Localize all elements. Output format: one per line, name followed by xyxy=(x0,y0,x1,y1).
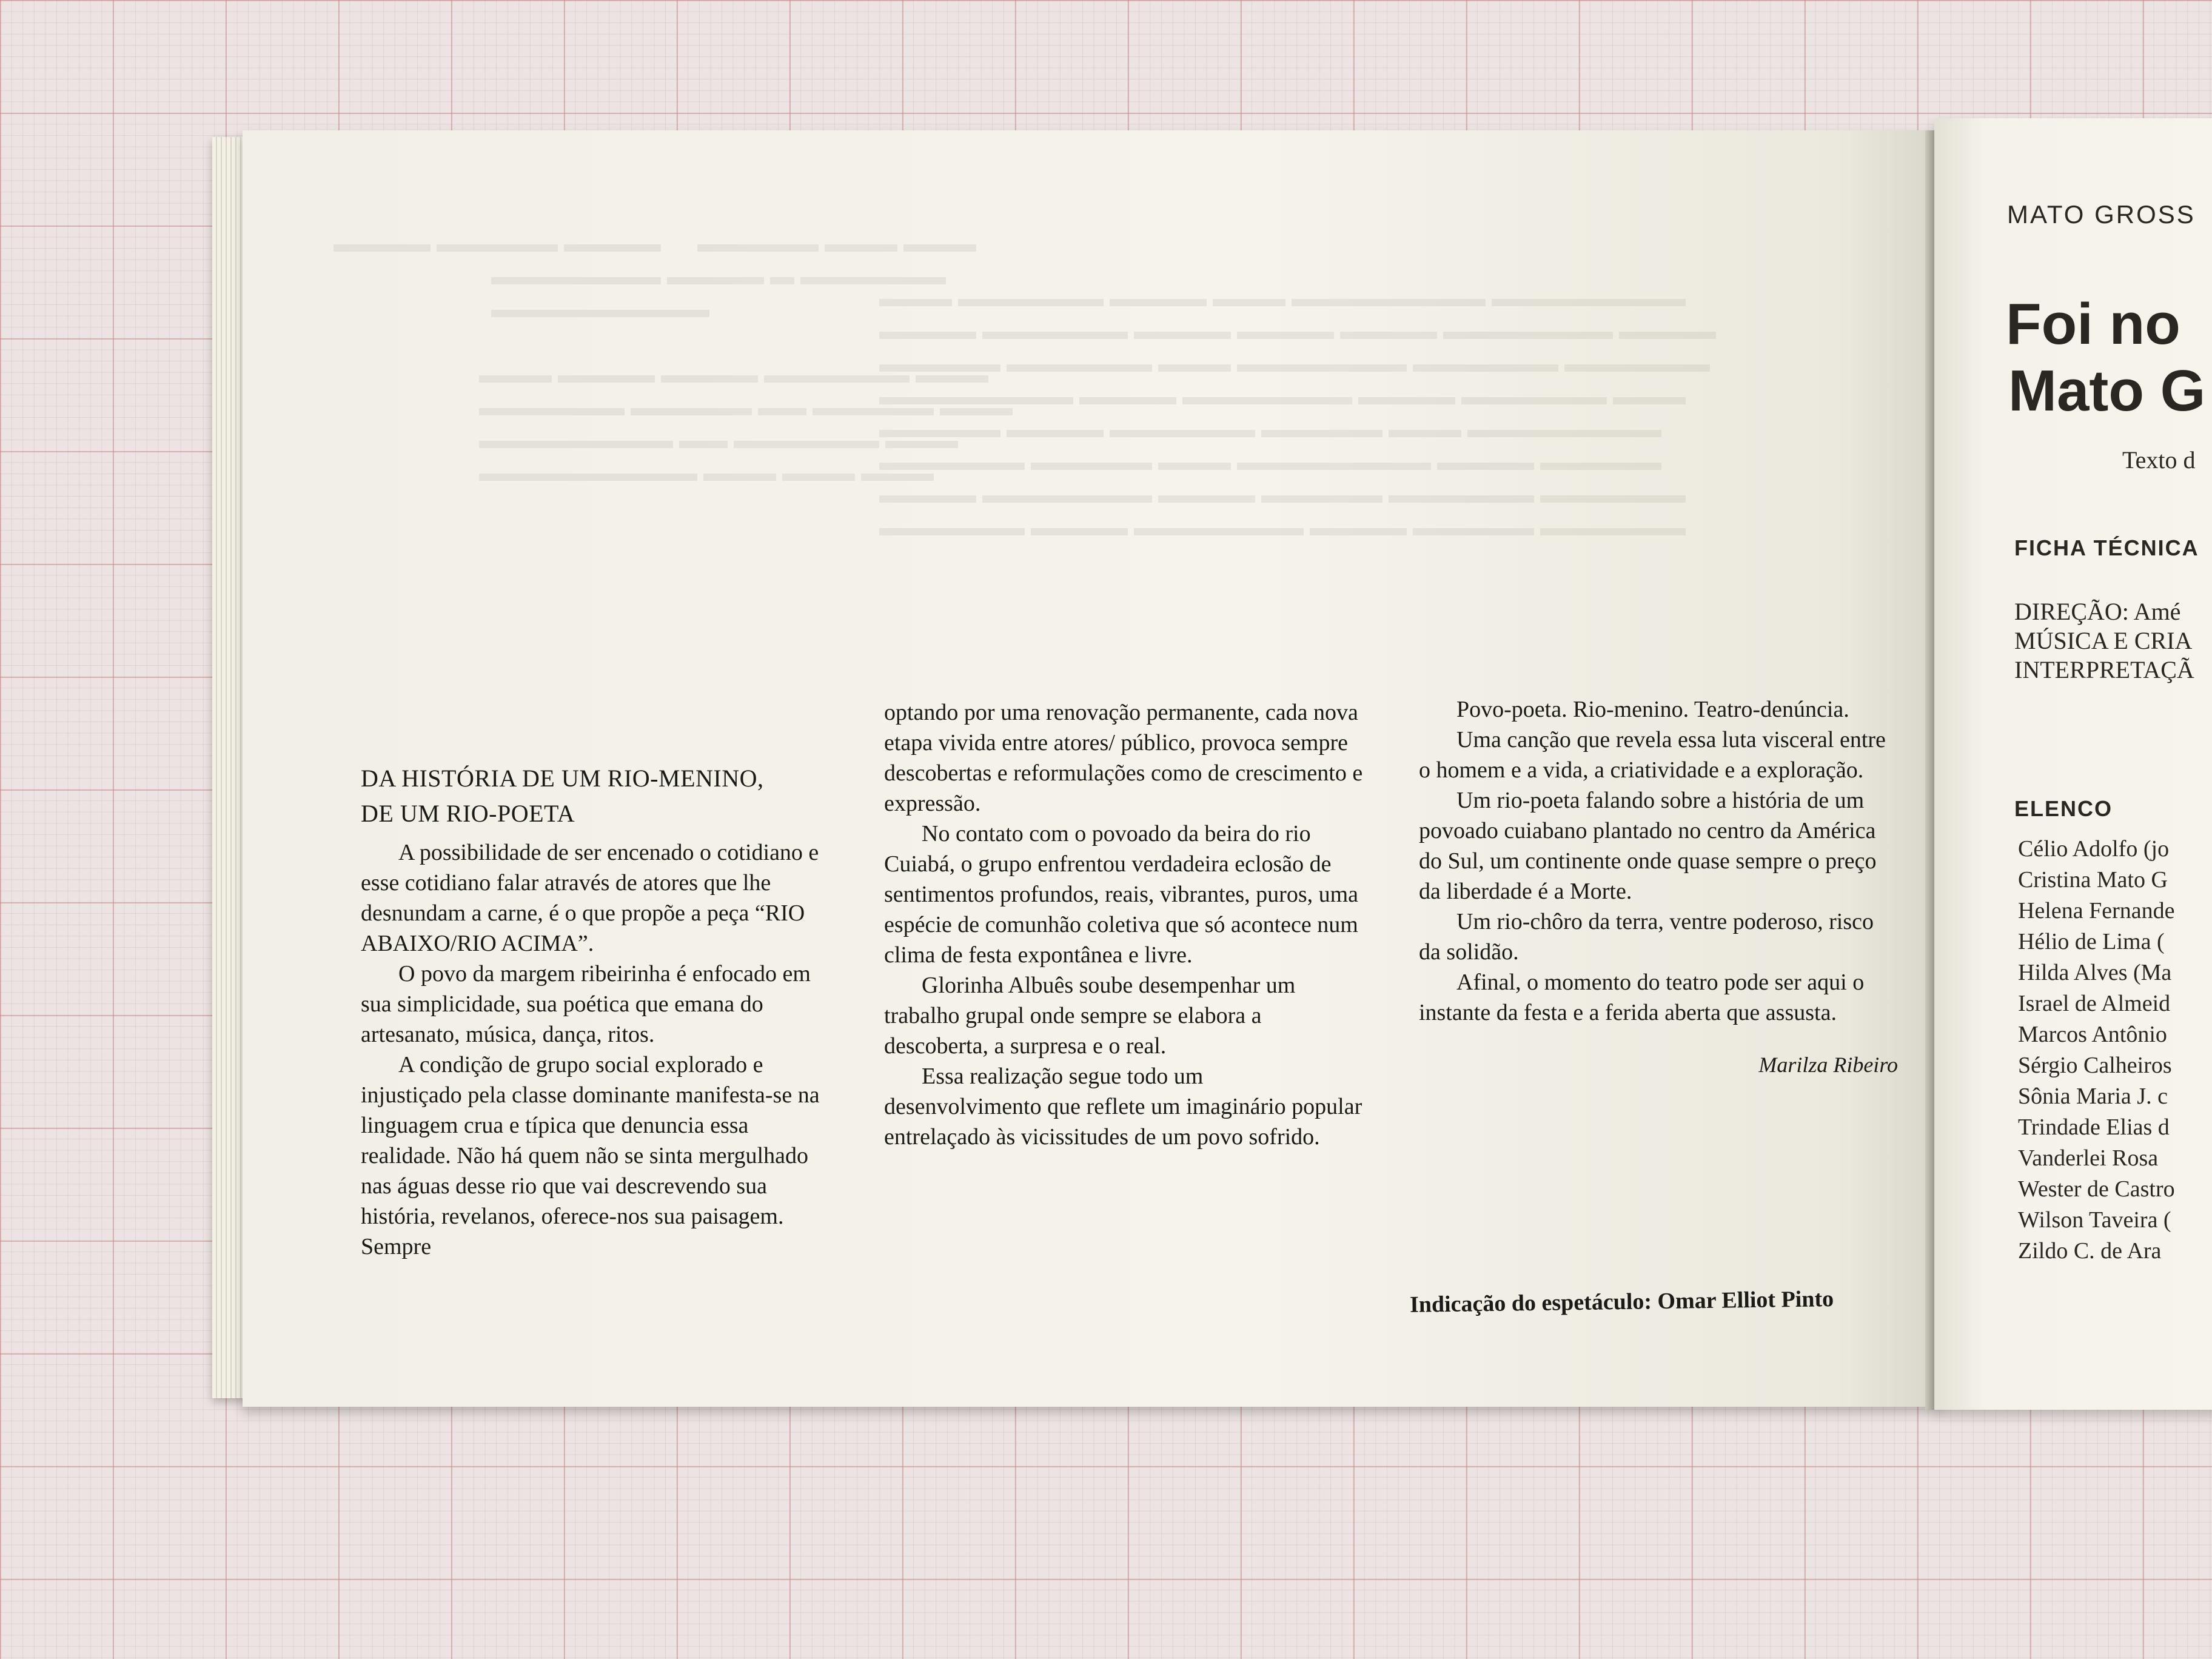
cast-member: Sérgio Calheiros xyxy=(2018,1053,2172,1078)
elenco-heading: ELENCO xyxy=(2014,796,2113,821)
cast-member: Célio Adolfo (jo xyxy=(2018,836,2170,862)
ficha-line: INTERPRETAÇÃ xyxy=(2014,656,2194,683)
ficha-line: MÚSICA E CRIA xyxy=(2014,627,2193,654)
article-heading xyxy=(361,761,840,831)
column-2 xyxy=(884,697,1363,1152)
cast-member: Wilson Taveira ( xyxy=(2018,1207,2171,1233)
cast-member: Vanderlei Rosa xyxy=(2018,1145,2159,1171)
show-credit: Indicação do espetáculo: Omar Elliot Pinto xyxy=(1409,1286,1834,1318)
page-header: MATO GROSS xyxy=(2007,200,2196,229)
cast-member: Hélio de Lima ( xyxy=(2018,929,2165,954)
left-page xyxy=(243,130,1940,1407)
heading-line-2: DE UM RIO-POETA xyxy=(361,800,575,827)
cast-member: Israel de Almeid xyxy=(2018,991,2171,1016)
ficha-line: DIREÇÃO: Amé xyxy=(2014,598,2181,625)
cast-member: Sônia Maria J. c xyxy=(2018,1084,2168,1109)
show-through-text: ▬▬▬▬ ▬▬▬▬▬ ▬▬▬▬ ▬▬▬▬▬ ▬▬▬ ▬▬▬ ▬▬▬▬▬▬▬ ▬▬▬▬ ▬ ▬▬▬▬▬▬ ▬▬▬▬▬▬▬▬▬ ▬▬▬ ▬▬▬▬ ▬▬▬▬ ▬▬▬▬▬▬ ▬▬▬ ▬▬▬▬▬▬ ▬▬▬▬▬ ▬▬ ▬▬▬▬▬ ▬▬▬ ▬▬▬▬▬▬▬▬ ▬▬ ▬▬▬▬▬▬ ▬▬▬ ▬▬▬▬▬▬▬▬▬ ▬▬▬ ▬▬▬ ▬▬▬ xyxy=(333,230,1013,486)
title-line-1: Foi no xyxy=(2006,292,2180,357)
cast-member: Wester de Castro xyxy=(2018,1176,2175,1202)
paragraph: Glorinha Albuês soube desempenhar um trabalho grupal onde sempre se elabora a descoberta, a surpresa e o real. xyxy=(884,973,1296,1059)
paragraph: Uma canção que revela essa luta visceral entre o homem e a vida, a criatividade e a exploração. xyxy=(1419,727,1886,783)
author-signature: Marilza Ribeiro xyxy=(1758,1053,1898,1077)
paragraph: A possibilidade de ser encenado o cotidiano e esse cotidiano falar através de atores que lhe desnundam a carne, é o que propõe a peça “RIO ABAIXO/RIO ACIMA”. xyxy=(361,840,819,956)
cast-member: Trindade Elias d xyxy=(2018,1114,2170,1140)
cast-member: Helena Fernande xyxy=(2018,898,2175,923)
show-through-text-2: ▬▬▬ ▬▬▬▬▬▬ ▬▬▬▬ ▬▬▬ ▬▬▬▬▬▬▬▬ ▬▬▬▬▬▬▬▬ ▬▬▬▬ ▬▬▬▬▬▬ ▬▬▬▬ ▬▬▬▬ ▬▬▬▬ ▬▬▬▬▬▬▬ ▬▬▬▬ ▬▬▬▬▬ ▬▬▬▬▬▬ ▬▬▬ ▬▬▬▬▬▬▬ ▬▬▬▬▬▬ ▬▬▬▬▬▬ ▬▬▬▬▬▬▬▬ ▬▬▬▬ ▬▬▬▬▬▬▬ ▬▬▬▬ ▬▬▬▬▬▬ ▬▬▬ ▬▬▬▬▬ ▬▬▬▬ ▬▬▬▬▬▬ ▬▬▬▬▬ ▬▬▬ ▬▬▬▬▬▬▬▬ ▬▬▬▬▬▬ ▬▬▬▬▬ ▬▬▬ ▬▬▬▬▬▬▬▬ ▬▬▬▬ ▬▬▬▬▬ ▬▬▬▬ ▬▬▬▬▬▬▬ ▬▬▬▬ ▬▬▬▬▬ ▬▬▬▬▬▬ ▬▬▬▬▬▬ ▬▬▬▬▬▬ ▬▬▬▬ ▬▬▬▬▬▬▬ ▬▬▬▬ ▬▬▬▬▬ ▬▬▬▬▬▬ xyxy=(879,284,1716,541)
cast-member: Marcos Antônio xyxy=(2018,1022,2167,1047)
subtitle: Texto d xyxy=(2122,446,2196,474)
paragraph: A condição de grupo social explorado e injustiçado pela classe dominante manifesta-se na linguagem crua e típica que denuncia essa realidade. Não há quem não se sinta mergulhado nas águas desse rio que vai descrevendo sua história, revelanos, oferece-nos sua paisagem. Sempre xyxy=(361,1052,820,1259)
cast-member: Cristina Mato G xyxy=(2018,867,2168,893)
cast-member: Zildo C. de Ara xyxy=(2018,1238,2162,1264)
cast-member: Hilda Alves (Ma xyxy=(2018,960,2172,985)
paragraph: Povo-poeta. Rio-menino. Teatro-denúncia. xyxy=(1456,697,1849,722)
column-1 xyxy=(361,761,840,1262)
paragraph: Essa realização segue todo um desenvolvimento que reflete um imaginário popular entrelaçado às vicissitudes de um povo sofrido. xyxy=(884,1064,1362,1150)
title-line-2: Mato G xyxy=(2008,358,2206,423)
heading-line-1: DA HISTÓRIA DE UM RIO-MENINO, xyxy=(361,765,764,792)
paragraph: Afinal, o momento do teatro pode ser aqui o instante da festa e a ferida aberta que assusta. xyxy=(1419,970,1865,1025)
column-3 xyxy=(1419,694,1898,1080)
paragraph: O povo da margem ribeirinha é enfocado em sua simplicidade, sua poética que emana do artesanato, música, dança, ritos. xyxy=(361,961,811,1047)
right-page xyxy=(1934,118,2212,1410)
paragraph: No contato com o povoado da beira do rio Cuiabá, o grupo enfrentou verdadeira eclosão de sentimentos profundos, reais, vibrantes, puros, uma espécie de comunhão coletiva que só acontece num clima de festa expontânea e livre. xyxy=(884,821,1359,968)
paragraph: optando por uma renovação permanente, cada nova etapa vivida entre atores/ público, provoca sempre descobertas e reformulações como de crescimento e expressão. xyxy=(884,700,1363,816)
paragraph: Um rio-chôro da terra, ventre poderoso, risco da solidão. xyxy=(1419,909,1874,965)
ficha-heading: FICHA TÉCNICA xyxy=(2014,535,2199,560)
paragraph: Um rio-poeta falando sobre a história de um povoado cuiabano plantado no centro da América do Sul, um continente onde quase sempre o preço da liberdade é a Morte. xyxy=(1419,788,1877,904)
elenco-list xyxy=(2018,834,2175,1267)
